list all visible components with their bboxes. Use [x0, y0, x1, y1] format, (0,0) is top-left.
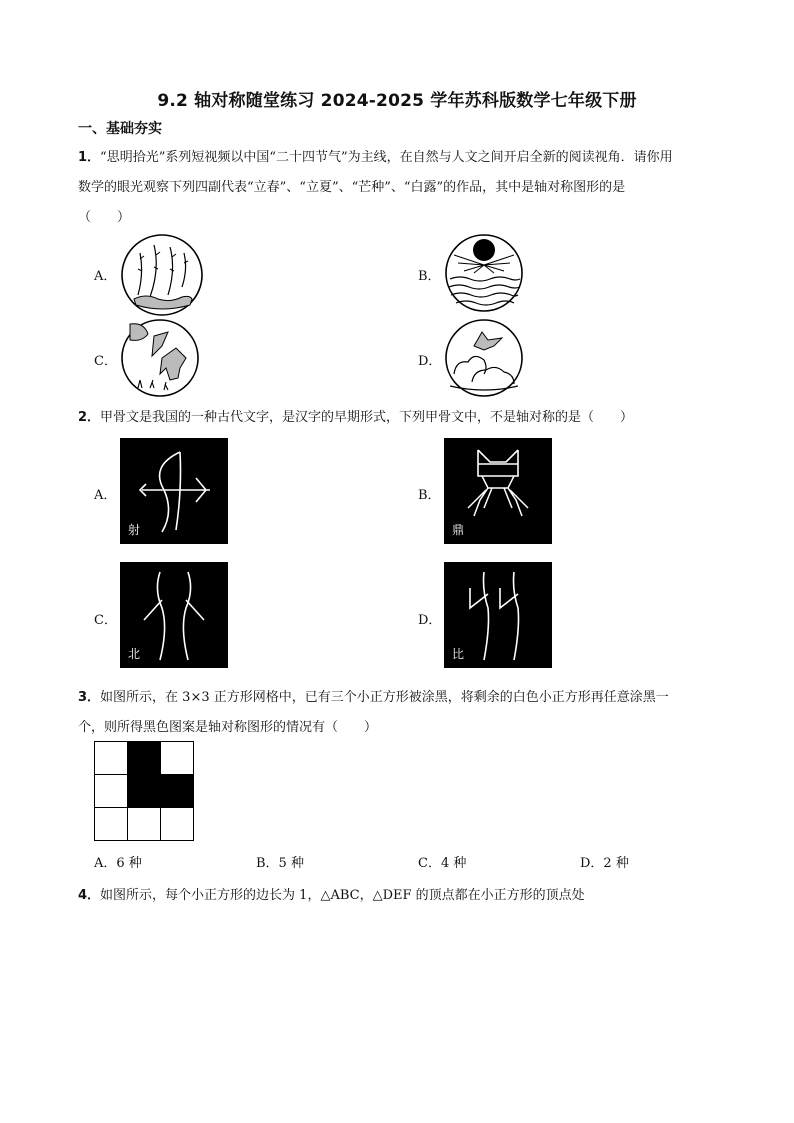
option-label-c: C． — [94, 354, 117, 369]
choice-a: A．6 种 — [94, 856, 142, 871]
bailu-figure — [444, 318, 524, 398]
question-1-line-1 — [78, 146, 673, 165]
oracle-image-she — [120, 438, 228, 544]
question-number: 1． — [78, 150, 101, 165]
grid-cell — [160, 741, 194, 775]
grid-cell — [94, 741, 128, 775]
question-4-line — [78, 884, 585, 903]
option-label-a: A． — [94, 488, 117, 503]
character-label: 鼎 — [452, 523, 465, 537]
question-3-line-2: 个，则所得黑色图案是轴对称图形的情况有（ ） — [78, 720, 378, 735]
page-title: 9.2 轴对称随堂练习 2024-2025 学年苏科版数学七年级下册 — [157, 91, 637, 111]
option-label-d: D． — [418, 354, 442, 369]
option-label-c: C． — [94, 613, 117, 628]
choice-c: C．4 种 — [418, 856, 467, 871]
option-label-b: B． — [418, 488, 441, 503]
question-1-line-3: （ ） — [78, 210, 131, 225]
question-number: 4． — [78, 888, 101, 903]
mangzhong-figure — [120, 318, 200, 398]
question-text: 甲骨文是我国的一种古代文字，是汉字的早期形式，下列甲骨文中，不是轴对称的是（ ） — [100, 410, 634, 425]
grid-3x3 — [94, 741, 194, 841]
question-number: 2． — [78, 410, 101, 425]
question-2-line — [78, 406, 633, 425]
question-text: 如图所示，每个小正方形的边长为 1，△ABC，△DEF 的顶点都在小正方形的顶点处 — [100, 888, 585, 903]
lixia-figure — [444, 233, 524, 313]
choice-b: B．5 种 — [256, 856, 304, 871]
grid-cell — [160, 774, 194, 808]
oracle-image-bei — [120, 562, 228, 668]
question-3-line-1 — [78, 686, 669, 705]
grid-cell — [160, 807, 194, 841]
section-heading: 一、基础夯实 — [78, 121, 162, 137]
grid-cell — [127, 774, 161, 808]
character-label: 射 — [128, 523, 141, 537]
oracle-image-ding — [444, 438, 552, 544]
character-label: 北 — [128, 647, 141, 661]
choice-d: D．2 种 — [580, 856, 629, 871]
question-number: 3． — [78, 690, 101, 705]
option-label-d: D． — [418, 613, 442, 628]
grid-cell — [94, 774, 128, 808]
character-label: 比 — [452, 647, 465, 661]
option-label-b: B． — [418, 269, 441, 284]
question-1-line-2: 数学的眼光观察下列四副代表“立春”、“立夏”、“芒种”、“白露”的作品，其中是轴对称图形的是 — [78, 180, 626, 195]
option-label-a: A． — [94, 269, 117, 284]
question-text: 如图所示，在 3×3 正方形网格中，已有三个小正方形被涂黑，将剩余的白色小正方形再任意涂黑一 — [100, 690, 669, 705]
oracle-image-bi — [444, 562, 552, 668]
grid-cell — [127, 807, 161, 841]
lichun-figure — [120, 233, 204, 317]
grid-cell — [127, 741, 161, 775]
grid-cell — [94, 807, 128, 841]
question-text: “思明拾光”系列短视频以中国“二十四节气”为主线，在自然与人文之间开启全新的阅读视角．请你用 — [100, 150, 673, 165]
